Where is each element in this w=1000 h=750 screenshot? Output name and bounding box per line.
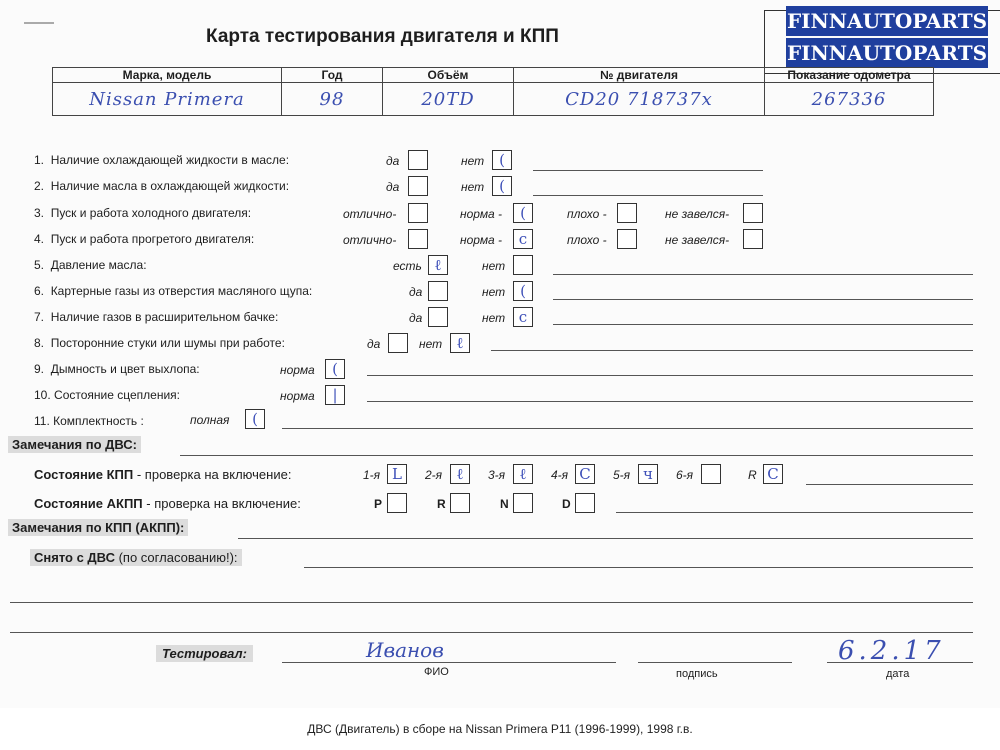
q5-checkbox-no[interactable] bbox=[513, 255, 533, 275]
q9-option-normal: норма bbox=[280, 363, 315, 377]
akpp-gear-n-checkbox[interactable] bbox=[513, 493, 533, 513]
question-8: 8. Посторонние стуки или шумы при работе: bbox=[34, 336, 285, 350]
akpp-gear-n-label: N bbox=[500, 497, 509, 511]
question-10: 10. Состояние сцепления: bbox=[34, 388, 180, 402]
kpp-gear-r-checkbox[interactable]: C bbox=[763, 464, 783, 484]
akpp-notes-line bbox=[616, 512, 973, 513]
akpp-label: Состояние АКПП - проверка на включение: bbox=[34, 496, 301, 511]
kpp-gear-1-label: 1-я bbox=[363, 468, 381, 482]
q10-checkbox-normal[interactable]: | bbox=[325, 385, 345, 405]
akpp-gear-d-label: D bbox=[562, 497, 571, 511]
q9-notes-line bbox=[367, 375, 973, 376]
akpp-gear-p-label: P bbox=[374, 497, 383, 511]
fio-line bbox=[282, 662, 616, 663]
kpp-gear-6-checkbox[interactable] bbox=[701, 464, 721, 484]
image-caption: ДВС (Двигатель) в сборе на Nissan Primera P11 (1996-1999), 1998 г.в. bbox=[307, 722, 693, 736]
q8-notes-line bbox=[491, 350, 973, 351]
col-make-model: Марка, модель bbox=[53, 68, 282, 83]
col-odometer: Показание одометра bbox=[765, 68, 934, 83]
value-make-model: Nissan Primera bbox=[53, 83, 282, 116]
value-volume: 20TD bbox=[383, 83, 514, 116]
q2-notes-line bbox=[533, 195, 763, 196]
q7-option-no: нет bbox=[482, 311, 506, 325]
q2-checkbox-yes[interactable] bbox=[408, 176, 428, 196]
q8-option-yes: да bbox=[367, 337, 381, 351]
q4-option-normal: норма - bbox=[460, 233, 503, 247]
q5-option-yes: есть bbox=[393, 259, 422, 273]
q4-option-excellent: отлично- bbox=[343, 233, 397, 247]
date-line bbox=[827, 662, 973, 663]
kpp-gear-1-checkbox[interactable]: L bbox=[387, 464, 407, 484]
kpp-gear-3-checkbox[interactable]: ℓ bbox=[513, 464, 533, 484]
akpp-gear-p-checkbox[interactable] bbox=[387, 493, 407, 513]
q9-checkbox-normal[interactable]: ( bbox=[325, 359, 345, 379]
q6-option-no: нет bbox=[482, 285, 506, 299]
q1-checkbox-no[interactable]: ( bbox=[492, 150, 512, 170]
date-caption: дата bbox=[886, 668, 910, 680]
q5-option-no: нет bbox=[482, 259, 506, 273]
akpp-gear-r-checkbox[interactable] bbox=[450, 493, 470, 513]
value-engine-number: CD20 718737x bbox=[514, 83, 765, 116]
col-volume: Объём bbox=[383, 68, 514, 83]
question-2: 2. Наличие масла в охлаждающей жидкости: bbox=[34, 179, 290, 193]
question-5: 5. Давление масла: bbox=[34, 258, 147, 272]
q2-checkbox-no[interactable]: ( bbox=[492, 176, 512, 196]
tested-by-label: Тестировал: bbox=[156, 646, 253, 661]
value-odometer: 267336 bbox=[765, 83, 934, 116]
q11-checkbox-full[interactable]: ( bbox=[245, 409, 265, 429]
q6-option-yes: да bbox=[409, 285, 423, 299]
remarks-engine-line bbox=[180, 455, 973, 456]
q4-option-no-start: не завелся- bbox=[665, 233, 730, 247]
kpp-gear-2-checkbox[interactable]: ℓ bbox=[450, 464, 470, 484]
q3-checkbox-excellent[interactable] bbox=[408, 203, 428, 223]
q7-notes-line bbox=[553, 324, 973, 325]
value-year: 98 bbox=[282, 83, 383, 116]
kpp-gear-3-label: 3-я bbox=[488, 468, 506, 482]
kpp-gear-5-label: 5-я bbox=[613, 468, 631, 482]
q10-option-normal: норма bbox=[280, 389, 315, 403]
question-4: 4. Пуск и работа прогретого двигателя: bbox=[34, 232, 255, 246]
removed-from-engine-label: Снято с ДВС (по согласованию!): bbox=[30, 550, 242, 565]
fio-caption: ФИО bbox=[424, 666, 449, 678]
question-7: 7. Наличие газов в расширительном бачке: bbox=[34, 310, 279, 324]
removed-line-1 bbox=[304, 567, 973, 568]
kpp-gear-r-label: R bbox=[748, 468, 757, 482]
removed-line-2 bbox=[10, 602, 973, 603]
handwritten-date: 6.2.17 bbox=[838, 636, 945, 666]
q8-checkbox-no[interactable]: ℓ bbox=[450, 333, 470, 353]
q6-checkbox-no[interactable]: ( bbox=[513, 281, 533, 301]
question-9: 9. Дымность и цвет выхлопа: bbox=[34, 362, 200, 376]
kpp-gear-5-checkbox[interactable]: ч bbox=[638, 464, 658, 484]
remarks-gearbox-line bbox=[238, 538, 973, 539]
question-11: 11. Комплектность : bbox=[34, 414, 144, 428]
signature-line bbox=[638, 662, 792, 663]
page-title: Карта тестирования двигателя и КПП bbox=[206, 26, 559, 47]
q4-checkbox-bad[interactable] bbox=[617, 229, 637, 249]
col-engine-number: № двигателя bbox=[514, 68, 765, 83]
q7-checkbox-yes[interactable] bbox=[428, 307, 448, 327]
q8-checkbox-yes[interactable] bbox=[388, 333, 408, 353]
signature-caption: подпись bbox=[676, 668, 718, 680]
kpp-gear-6-label: 6-я bbox=[676, 468, 694, 482]
q7-checkbox-no[interactable]: c bbox=[513, 307, 533, 327]
q3-option-excellent: отлично- bbox=[343, 207, 397, 221]
vehicle-info-table bbox=[52, 67, 934, 116]
logo-finnautoparts: FINNAUTOPARTS bbox=[786, 6, 988, 36]
q11-option-full: полная bbox=[190, 413, 230, 427]
question-3: 3. Пуск и работа холодного двигателя: bbox=[34, 206, 252, 220]
q5-notes-line bbox=[553, 274, 973, 275]
q4-checkbox-normal[interactable]: c bbox=[513, 229, 533, 249]
q1-option-yes: да bbox=[386, 154, 400, 168]
tester-handwritten-name: Иванов bbox=[366, 638, 444, 662]
q2-option-no: нет bbox=[461, 180, 485, 194]
q10-notes-line bbox=[367, 401, 973, 402]
q3-option-no-start: не завелся- bbox=[665, 207, 730, 221]
q11-notes-line bbox=[282, 428, 973, 429]
kpp-gear-2-label: 2-я bbox=[425, 468, 443, 482]
q3-checkbox-no-start[interactable] bbox=[743, 203, 763, 223]
q4-checkbox-excellent[interactable] bbox=[408, 229, 428, 249]
kpp-gear-4-label: 4-я bbox=[551, 468, 569, 482]
removed-line-3 bbox=[10, 632, 973, 633]
q2-option-yes: да bbox=[386, 180, 400, 194]
top-left-dash bbox=[24, 22, 54, 24]
q1-option-no: нет bbox=[461, 154, 485, 168]
question-1: 1. Наличие охлаждающей жидкости в масле: bbox=[34, 153, 290, 167]
q1-checkbox-yes[interactable] bbox=[408, 150, 428, 170]
logo-finnautoparts-2: FINNAUTOPARTS bbox=[786, 38, 988, 68]
q7-option-yes: да bbox=[409, 311, 423, 325]
kpp-label: Состояние КПП - проверка на включение: bbox=[34, 467, 292, 482]
q8-option-no: нет bbox=[419, 337, 443, 351]
akpp-gear-d-checkbox[interactable] bbox=[575, 493, 595, 513]
remarks-engine-label: Замечания по ДВС: bbox=[8, 437, 141, 452]
col-year: Год bbox=[282, 68, 383, 83]
question-6: 6. Картерные газы из отверстия масляного щупа: bbox=[34, 284, 313, 298]
q6-notes-line bbox=[553, 299, 973, 300]
q5-checkbox-yes[interactable]: ℓ bbox=[428, 255, 448, 275]
remarks-gearbox-label: Замечания по КПП (АКПП): bbox=[8, 520, 188, 535]
q1-notes-line bbox=[533, 170, 763, 171]
q6-checkbox-yes[interactable] bbox=[428, 281, 448, 301]
q3-checkbox-normal[interactable]: ( bbox=[513, 203, 533, 223]
q3-option-normal: норма - bbox=[460, 207, 503, 221]
q4-checkbox-no-start[interactable] bbox=[743, 229, 763, 249]
q3-option-bad: плохо - bbox=[567, 207, 607, 221]
kpp-notes-line bbox=[806, 484, 973, 485]
q4-option-bad: плохо - bbox=[567, 233, 607, 247]
akpp-gear-r-label: R bbox=[437, 497, 446, 511]
q3-checkbox-bad[interactable] bbox=[617, 203, 637, 223]
kpp-gear-4-checkbox[interactable]: C bbox=[575, 464, 595, 484]
